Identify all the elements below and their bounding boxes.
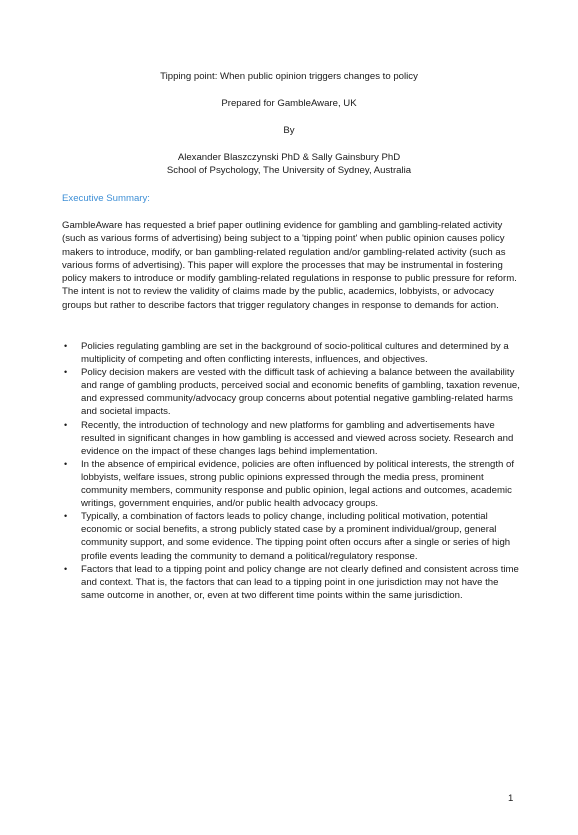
intro-paragraph: GambleAware has requested a brief paper outlining evidence for gambling and gambling-related activity (such as various forms of advertising) being subject to a 'tipping point' when public opinion causes policy makers to introduce, modify, or ban gambling-related regulation and/or gambling-related activity (such as various forms of advertising). This paper will explore the processes that may be instrumental in fostering policy makers to introduce or modify gambling-related regulations in response to public pressure for reform. The intent is not to review the validity of claims made by the public, academics, lobbyists, or advocacy groups but rather to describe factors that trigger regulatory changes in response to demands for action. xyxy=(62,220,517,311)
bullet-icon: • xyxy=(64,458,68,469)
bullet-text: Recently, the introduction of technology and new platforms for gambling and advertisements have resulted in significant changes in how gambling is accessed and viewed across society. Research and evidence on the impact of these changes lags behind implementation. xyxy=(81,419,514,457)
bullet-icon: • xyxy=(64,511,68,522)
bullet-icon: • xyxy=(64,419,68,430)
bullet-text: Factors that lead to a tipping point and policy change are not clearly defined and consistent across time and context. That is, the factors that can lead to a tipping point in one jurisdiction may not have the same outcome in another, or, even at two different time points within the same jurisdiction. xyxy=(81,563,519,601)
bullet-item xyxy=(62,563,522,602)
bullet-text: In the absence of empirical evidence, policies are often influenced by political interests, the strength of lobbyists, welfare issues, strong public opinions expressed through the media press, prominent community members, community response and public opinion, legal actions and outcomes, academic writings, government enquiries, and/or public health advocacy groups. xyxy=(81,458,515,510)
bullet-icon: • xyxy=(64,341,68,351)
bullet-item xyxy=(62,366,522,418)
summary-bullet-list xyxy=(62,340,522,602)
bullet-item xyxy=(62,340,522,366)
bullet-text: Policies regulating gambling are set in the background of socio-political cultures and determined by a multiplicity of competing and often conflicting interests, influences, and objectives. xyxy=(81,341,509,366)
document-title: Tipping point: When public opinion triggers changes to policy xyxy=(160,71,418,82)
authors-line: Alexander Blaszczynski PhD & Sally Gainsbury PhD xyxy=(177,152,401,163)
bullet-text: Typically, a combination of factors leads to policy change, including political motivation, potential economic or social benefits, a strong publicly stated case by a prominent individual/group, general community support, and some evidence. The tipping point often occurs after a single or series of high profile events leading the community to demand a political/regulatory response. xyxy=(81,511,511,562)
bullet-icon: • xyxy=(64,563,68,574)
bullet-item xyxy=(62,458,522,510)
page-number: 1 xyxy=(508,793,514,804)
affiliation-line: School of Psychology, The University of Sydney, Australia xyxy=(166,165,412,176)
by-line: By xyxy=(283,125,295,136)
bullet-text: Policy decision makers are vested with the difficult task of achieving a balance between the availability and range of gambling products, perceived social and economic benefits of gambling, taxation revenue, and expressed community/advocacy group concerns about potential negative gambling-related harms and societal impacts. xyxy=(81,367,520,418)
bullet-item xyxy=(62,510,522,562)
section-heading: Executive Summary: xyxy=(62,193,150,204)
prepared-for-line: Prepared for GambleAware, UK xyxy=(221,98,357,109)
bullet-icon: • xyxy=(64,367,68,378)
bullet-item xyxy=(62,419,522,458)
